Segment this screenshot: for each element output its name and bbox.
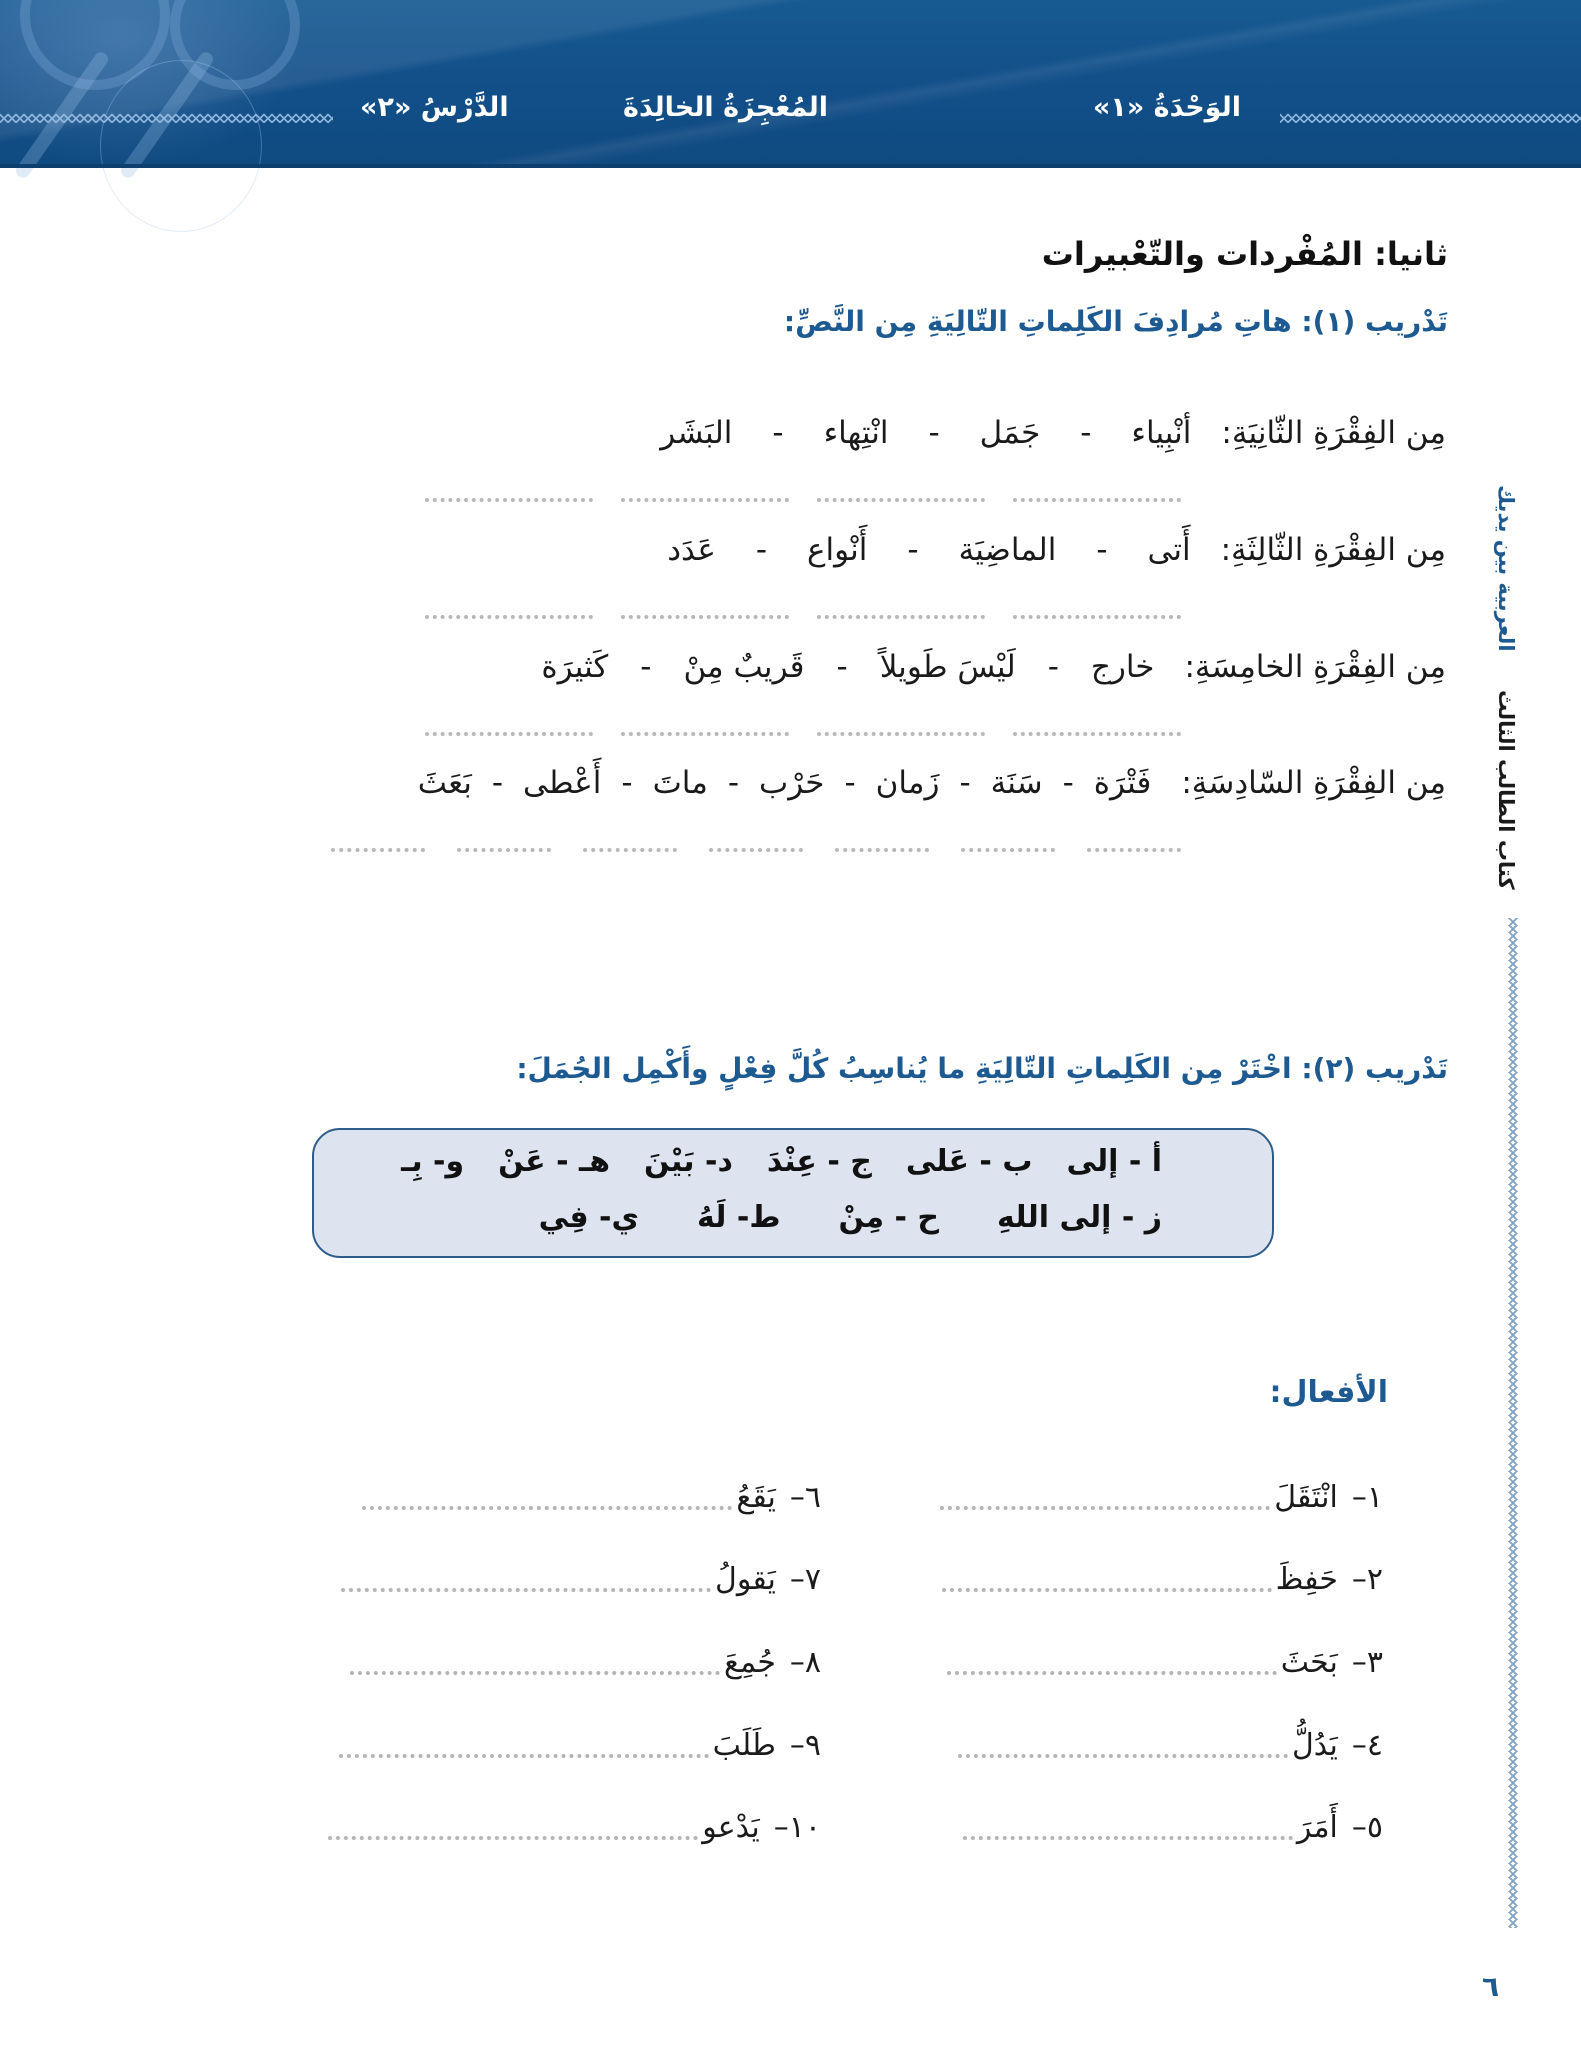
word-bank-line (367, 1144, 1162, 1179)
word-bank-box (312, 1128, 1274, 1258)
exercise-2-title: تَدْريب (٢): اخْتَرْ مِن الكَلِماتِ التّالِيَةِ ما يُناسِبُ كُلَّ فِعْلٍ وأَكْمِل الجُمَلَ: (516, 1052, 1448, 1085)
answer-blank[interactable] (341, 1584, 711, 1592)
word: أنْبِياء (1131, 415, 1192, 451)
dash-separator: - (1080, 415, 1092, 451)
dash-separator: - (1062, 765, 1074, 801)
dash-separator: - (844, 765, 856, 801)
answer-blank[interactable] (958, 1750, 1288, 1758)
dash-separator: - (959, 765, 971, 801)
synonym-row (667, 520, 1446, 580)
verb-item (942, 1562, 1383, 1597)
answer-blank[interactable] (425, 609, 593, 619)
dash-separator: - (640, 649, 652, 685)
page-number: ٦ (1482, 1970, 1500, 2003)
dash-separator: - (772, 415, 784, 451)
verb-item (963, 1810, 1383, 1845)
word-bank-choice: و- بِـ (401, 1144, 465, 1179)
answer-blank[interactable] (350, 1667, 720, 1675)
verb-item (341, 1562, 821, 1597)
dash-separator: - (928, 415, 940, 451)
answer-blank[interactable] (425, 492, 593, 502)
dash-separator: - (1096, 532, 1108, 568)
verb-number: ٩– (789, 1728, 821, 1763)
answer-blank[interactable] (942, 1584, 1272, 1592)
verb: بَحَثَ (1280, 1645, 1338, 1680)
verb-item (339, 1728, 821, 1763)
paragraph-label: مِن الفِقْرَةِ السّادِسَةِ: (1181, 765, 1446, 801)
answer-blank[interactable] (457, 842, 551, 852)
answer-blank[interactable] (1013, 726, 1181, 736)
answer-blank[interactable] (817, 609, 985, 619)
word-bank-choice: هـ - عَنْ (498, 1144, 611, 1179)
word-bank-choice: ب - عَلى (905, 1144, 1033, 1179)
answer-blank[interactable] (331, 842, 425, 852)
verb-item (940, 1480, 1383, 1515)
word-bank-choice: د- بَيْنَ (644, 1144, 733, 1179)
answer-blanks (299, 842, 1181, 852)
dash-separator: - (836, 649, 848, 685)
book-title: كتاب الطالب الثالث (1494, 690, 1518, 890)
word: حَرْب (759, 765, 825, 801)
verb-number: ٦– (789, 1480, 821, 1515)
answer-blank[interactable] (621, 492, 789, 502)
answer-blank[interactable] (817, 492, 985, 502)
answer-blank[interactable] (835, 842, 929, 852)
word: زَمان (875, 765, 940, 801)
verb-item (947, 1645, 1383, 1680)
word: فَتْرَة (1093, 765, 1152, 801)
word: البَشَر (660, 415, 733, 451)
word-bank-line (481, 1200, 1162, 1235)
word: انْتِهاء (823, 415, 889, 451)
answer-blank[interactable] (963, 1832, 1293, 1840)
word: أَنْواع (807, 532, 868, 568)
answer-blank[interactable] (709, 842, 803, 852)
word: سَنَة (990, 765, 1043, 801)
verb: يَقولُ (715, 1562, 776, 1597)
answer-blank[interactable] (817, 726, 985, 736)
dash-separator: - (907, 532, 919, 568)
word: أَعْطى (523, 765, 602, 801)
verb: انْتَقَلَ (1274, 1480, 1338, 1515)
word: الماضِيَة (958, 532, 1057, 568)
answer-blank[interactable] (1013, 492, 1181, 502)
verb: حَفِظَ (1275, 1562, 1338, 1597)
header-banner (0, 0, 1581, 168)
word-bank-choice: أ - إلى (1066, 1144, 1162, 1179)
word: جَمَل (979, 415, 1041, 451)
lesson-label: الدَّرْسُ «٢» (360, 92, 509, 123)
answer-blank[interactable] (339, 1750, 709, 1758)
answer-blank[interactable] (947, 1667, 1277, 1675)
verb: طَلَبَ (712, 1728, 776, 1763)
verb-item (350, 1645, 821, 1680)
synonym-row (418, 753, 1446, 813)
synonym-row (541, 637, 1446, 697)
word-bank-choice: ح - مِنْ (838, 1200, 940, 1235)
word-bank-choice: ز - إلى اللهِ (997, 1200, 1162, 1235)
word: قَريبٌ مِنْ (683, 649, 805, 685)
answer-blank[interactable] (425, 726, 593, 736)
word-bank-choice: ي- فِي (538, 1200, 639, 1235)
unit-title: المُعْجِزَةُ الخالِدَةَ (623, 92, 828, 123)
word: عَدَد (667, 532, 716, 568)
word: أَتى (1147, 532, 1191, 568)
vertical-chain-ornament (1508, 918, 1518, 1928)
verb-number: ٢– (1351, 1562, 1383, 1597)
unit-label: الوَحْدَةُ «١» (1092, 92, 1241, 123)
word-bank-choice: ط- لَهُ (696, 1200, 781, 1235)
answer-blank[interactable] (1087, 842, 1181, 852)
verb: جُمِعَ (724, 1645, 776, 1680)
answer-blank[interactable] (621, 609, 789, 619)
dash-separator: - (1047, 649, 1059, 685)
paragraph-label: مِن الفِقْرَةِ الثّالِثَةِ: (1220, 532, 1446, 568)
verb: يَدْعو (702, 1810, 760, 1845)
dash-separator: - (491, 765, 504, 801)
verb: يَدُلُّ (1291, 1728, 1338, 1763)
dash-separator: - (727, 765, 740, 801)
answer-blank[interactable] (621, 726, 789, 736)
verb-item (958, 1728, 1383, 1763)
answer-blank[interactable] (1013, 609, 1181, 619)
synonym-row (660, 403, 1446, 463)
word: كَثيرَة (541, 649, 609, 685)
verb: يَقَعُ (736, 1480, 776, 1515)
word: خارج (1090, 649, 1155, 685)
answer-blanks (397, 726, 1181, 736)
answer-blank[interactable] (328, 1832, 698, 1840)
verb-item (362, 1480, 821, 1515)
answer-blanks (397, 492, 1181, 502)
exercise-1-title: تَدْريب (١): هاتِ مُرادِفَ الكَلِماتِ التّالِيَةِ مِن النَّصِّ: (783, 305, 1448, 338)
dash-separator: - (621, 765, 633, 801)
verb-number: ٣– (1351, 1645, 1383, 1680)
paragraph-label: مِن الفِقْرَةِ الثّانِيَةِ: (1221, 415, 1446, 451)
section-title: ثانيا: المُفْردات والتّعْبيرات (1041, 235, 1448, 273)
verb: أَمَرَ (1296, 1810, 1338, 1845)
answer-blank[interactable] (940, 1502, 1270, 1510)
verb-number: ١– (1351, 1480, 1383, 1515)
verbs-title: الأفعال: (1269, 1375, 1388, 1410)
verb-number: ٥– (1351, 1810, 1383, 1845)
verb-number: ١٠– (773, 1810, 821, 1845)
word-bank-choice: ج - عِنْدَ (766, 1144, 872, 1179)
verb-item (328, 1810, 821, 1845)
answer-blank[interactable] (362, 1502, 732, 1510)
verb-number: ٧– (789, 1562, 821, 1597)
word: لَيْسَ طَويلاً (879, 649, 1016, 685)
word: بَعَثَ (417, 765, 472, 801)
paragraph-label: مِن الفِقْرَةِ الخامِسَةِ: (1184, 649, 1446, 685)
verb-number: ٨– (789, 1645, 821, 1680)
verb-number: ٤– (1351, 1728, 1383, 1763)
answer-blanks (397, 609, 1181, 619)
dash-separator: - (755, 532, 768, 568)
answer-blank[interactable] (583, 842, 677, 852)
series-title: العربية بين يديك (1494, 485, 1518, 652)
answer-blank[interactable] (961, 842, 1055, 852)
word: ماتَ (652, 765, 708, 801)
